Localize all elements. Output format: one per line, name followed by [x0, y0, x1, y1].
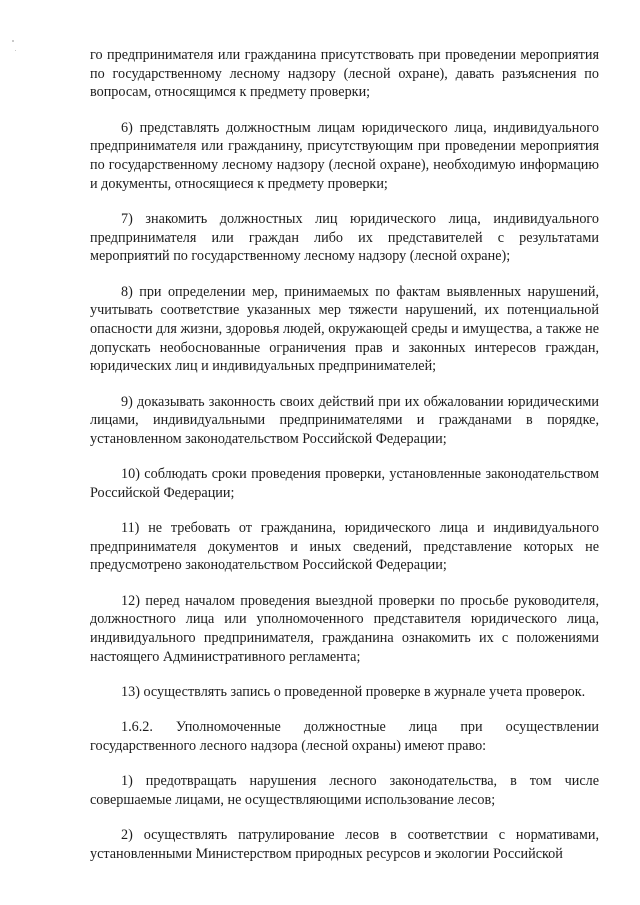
- paragraph-item-7: 7) знакомить должностных лиц юридического лица, индивидуального предпринимателя или граждан либо их представителей с результатами мероприятий по государственному лесному надзору (лесной охране);: [90, 210, 599, 265]
- paragraph-item-10: 10) соблюдать сроки проведения проверки, установленные законодательством Российской Федерации;: [90, 466, 599, 501]
- scan-artifact: [12, 40, 14, 42]
- document-body: [90, 46, 599, 880]
- paragraph-item-12: 12) перед началом проведения выездной проверки по просьбе руководителя, должностного лица или уполномоченного представителя юридического лица, индивидуального предпринимателя, гражданина ознакомить их с положениями настоящего Административного регламента;: [90, 592, 599, 665]
- section-heading-1-6-2: 1.6.2. Уполномоченные должностные лица при осуществлении государственного лесного надзора (лесной охраны) имеют право:: [90, 719, 599, 754]
- paragraph-item-13: 13) осуществлять запись о проведенной проверке в журнале учета проверок.: [121, 683, 586, 700]
- paragraph-item-6: 6) представлять должностным лицам юридического лица, индивидуального предпринимателя или гражданину, присутствующим при проведении мероприятия по государственному лесному надзору (лесной охране), необходимую информацию и документы, относящиеся к предмету проверки;: [90, 119, 599, 192]
- paragraph-right-1: 1) предотвращать нарушения лесного законодательства, в том числе совершаемые лицами, не осуществляющими использование лесов;: [90, 773, 599, 808]
- scan-artifact: [15, 50, 16, 51]
- paragraph-item-9: 9) доказывать законность своих действий при их обжаловании юридическими лицами, индивидуальными предпринимателями и гражданами в порядке, установленном законодательством Российской Федерации;: [90, 393, 599, 447]
- paragraph-item-8: 8) при определении мер, принимаемых по фактам выявленных нарушений, учитывать соответствие указанных мер тяжести нарушений, их потенциальной опасности для жизни, здоровья людей, окружающей среды и имущества, а также не допускать необоснованные ограничения прав и законных интересов граждан, юридических лиц и индивидуальных предпринимателей;: [90, 283, 599, 375]
- paragraph-right-2: 2) осуществлять патрулирование лесов в соответствии с нормативами, установленными Министерством природных ресурсов и экологии Российской: [90, 827, 599, 862]
- paragraph-continuation: го предпринимателя или гражданина присутствовать при проведении мероприятия по государственному лесному надзору (лесной охране), давать разъяснения по вопросам, относящимся к предмету проверки;: [90, 47, 599, 101]
- paragraph-item-11: 11) не требовать от гражданина, юридического лица и индивидуального предпринимателя документов и иных сведений, представление которых не предусмотрено законодательством Российской Федерации;: [90, 520, 599, 574]
